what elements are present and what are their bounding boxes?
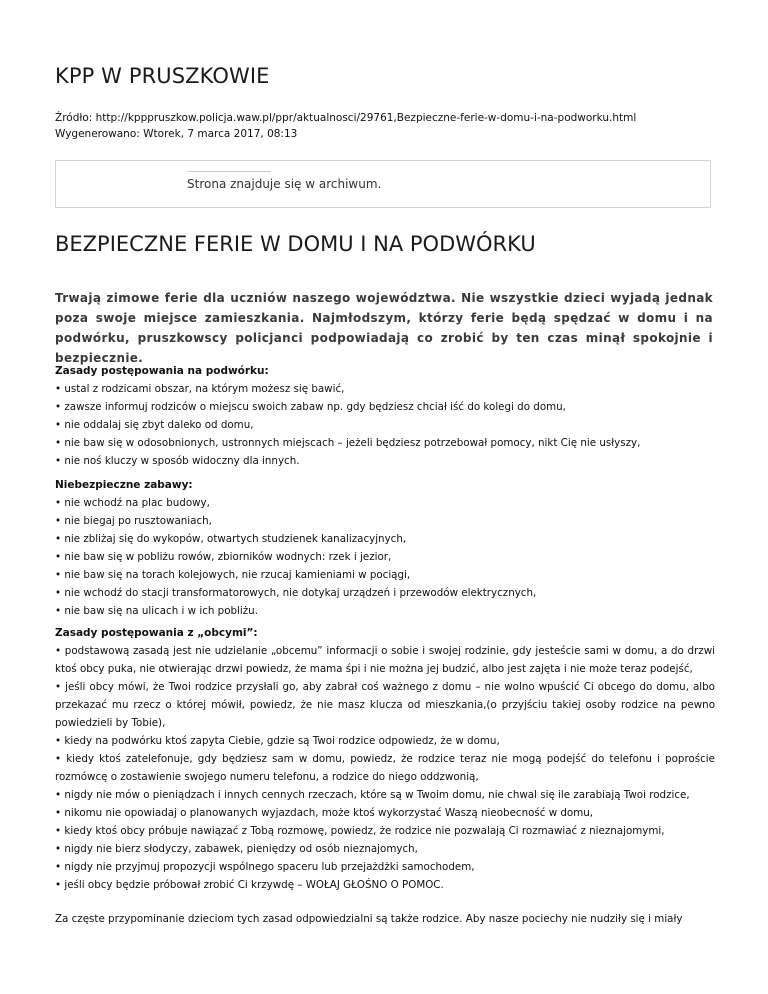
section-heading: Zasady postępowania na podwórku: xyxy=(55,365,269,377)
section-playground xyxy=(55,362,715,470)
closing-paragraph: Za częste przypominanie dzieciom tych zasad odpowiedzialni są także rodzice. Aby nasze pociechy nie nudziły się i miały xyxy=(55,913,683,925)
list-item: • nie zbliżaj się do wykopów, otwartych studzienek kanalizacyjnych, xyxy=(55,530,715,548)
list-item: • nie baw się w odosobnionych, ustronnych miejscach – jeżeli będziesz potrzebował pomocy, nikt Cię nie usłyszy, xyxy=(55,434,715,452)
generated-date: Wygenerowano: Wtorek, 7 marca 2017, 08:13 xyxy=(55,128,298,140)
section-dangerous-games xyxy=(55,476,715,620)
list-item: • nikomu nie opowiadaj o planowanych wyjazdach, może ktoś wykorzystać Waszą nieobecność w domu, xyxy=(55,804,715,822)
section-list xyxy=(55,642,715,894)
list-item: • nigdy nie przyjmuj propozycji wspólnego spaceru lub przejażdżki samochodem, xyxy=(55,858,715,876)
list-item: • kiedy na podwórku ktoś zapyta Ciebie, gdzie są Twoi rodzice odpowiedz, że w domu, xyxy=(55,732,715,750)
archive-notice: Strona znajduje się w archiwum. xyxy=(187,177,382,191)
list-item: • nie baw się na torach kolejowych, nie rzucaj kamieniami w pociągi, xyxy=(55,566,715,584)
source-url: Źródło: http://kpppruszkow.policja.waw.pl/ppr/aktualnosci/29761,Bezpieczne-ferie-w-domu-i-na-podworku.html xyxy=(55,112,637,124)
section-heading: Zasady postępowania z „obcymi”: xyxy=(55,627,258,639)
section-strangers xyxy=(55,624,715,894)
list-item: • nie baw się na ulicach i w ich pobliżu. xyxy=(55,602,715,620)
section-heading: Niebezpieczne zabawy: xyxy=(55,479,193,491)
list-item: • nie noś kluczy w sposób widoczny dla innych. xyxy=(55,452,715,470)
archive-notice-box xyxy=(55,160,711,208)
site-title: KPP W PRUSZKOWIE xyxy=(55,64,270,88)
list-item: • nigdy nie mów o pieniądzach i innych cennych rzeczach, które są w Twoim domu, nie chwal się ile zarabiają Twoi rodzice, xyxy=(55,786,715,804)
article-title: BEZPIECZNE FERIE W DOMU I NA PODWÓRKU xyxy=(55,232,536,256)
article-lead: Trwają zimowe ferie dla uczniów naszego województwa. Nie wszystkie dzieci wyjadą jednak poza swoje miejsce zamieszkania. Najmłodszym, którzy ferie będą spędzać w domu i na podwórku, pruszkowscy policjanci podpowiadają co zrobić by ten czas minął spokojnie i bezpiecznie. xyxy=(55,291,713,365)
archive-divider xyxy=(187,171,271,172)
section-list xyxy=(55,380,715,470)
list-item: • nie wchodź na plac budowy, xyxy=(55,494,715,512)
list-item: • nie oddalaj się zbyt daleko od domu, xyxy=(55,416,715,434)
list-item: • jeśli obcy będzie próbował zrobić Ci krzywdę – WOŁAJ GŁOŚNO O POMOC. xyxy=(55,876,715,894)
list-item: • ustal z rodzicami obszar, na którym możesz się bawić, xyxy=(55,380,715,398)
list-item: • nie wchodź do stacji transformatorowych, nie dotykaj urządzeń i przewodów elektrycznych, xyxy=(55,584,715,602)
list-item: • kiedy ktoś zatelefonuje, gdy będziesz sam w domu, powiedz, że rodzice teraz nie mogą podejść do telefonu i poproście rozmówcę o zostawienie swojego numeru telefonu, a rodzice do niego oddzwonią, xyxy=(55,750,715,786)
list-item: • kiedy ktoś obcy próbuje nawiązać z Tobą rozmowę, powiedz, że rodzice nie pozwalają Ci rozmawiać z nieznajomymi, xyxy=(55,822,715,840)
list-item: • jeśli obcy mówi, że Twoi rodzice przysłali go, aby zabrał coś ważnego z domu – nie wolno wpuścić Ci obcego do domu, albo przekazać mu rzecz o której mówił, powiedz, że nie masz klucza od mieszkania,(o przyjściu takiej osoby rodzice na pewno powiedzieli by Tobie), xyxy=(55,678,715,732)
list-item: • nigdy nie bierz słodyczy, zabawek, pieniędzy od osób nieznajomych, xyxy=(55,840,715,858)
list-item: • zawsze informuj rodziców o miejscu swoich zabaw np. gdy będziesz chciał iść do kolegi do domu, xyxy=(55,398,715,416)
section-list xyxy=(55,494,715,620)
list-item: • podstawową zasadą jest nie udzielanie „obcemu” informacji o sobie i swojej rodzinie, gdy jesteście sami w domu, a do drzwi ktoś obcy puka, nie otwierając drzwi powiedz, że mama śpi i nie można jej budzić, albo jest zajęta i nie może teraz podejść, xyxy=(55,642,715,678)
list-item: • nie baw się w pobliżu rowów, zbiorników wodnych: rzek i jezior, xyxy=(55,548,715,566)
list-item: • nie biegaj po rusztowaniach, xyxy=(55,512,715,530)
print-meta xyxy=(55,110,636,142)
